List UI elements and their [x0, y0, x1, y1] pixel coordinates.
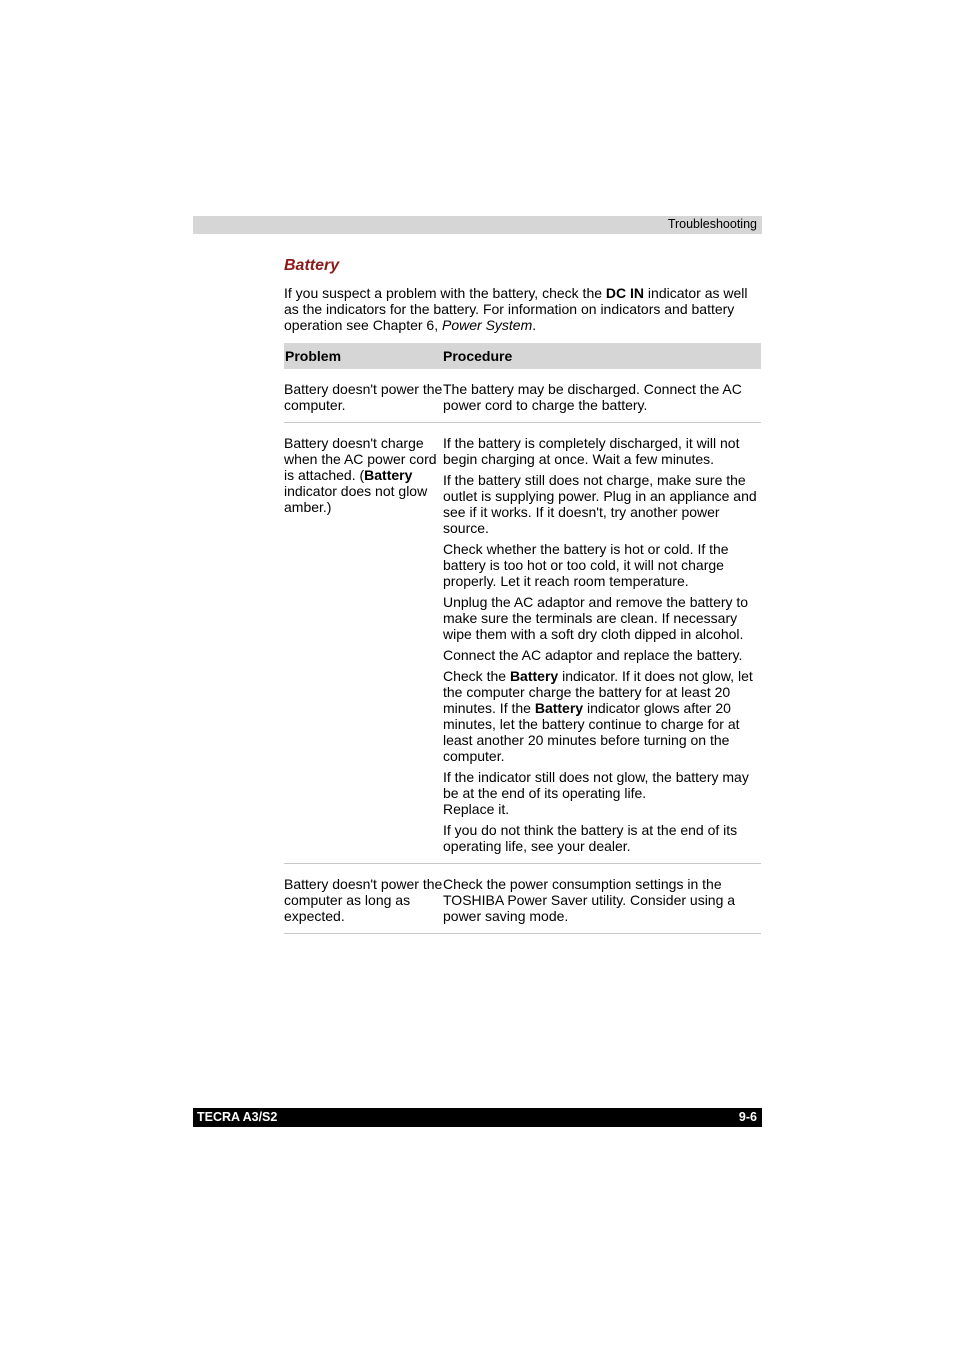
table-row — [284, 864, 761, 934]
problem-text: Battery doesn't power the computer as long as expected. — [284, 876, 443, 924]
procedure-step-8: If you do not think the battery is at the end of its operating life, see your dealer. — [443, 822, 738, 854]
procedure-step-2: If the battery still does not charge, make sure the outlet is supplying power. Plug in an appliance and see if it works. If it doesn't, try another power source. — [443, 472, 757, 536]
step-6-text-b: Battery — [509, 668, 559, 684]
procedure-step-3: Check whether the battery is hot or cold. If the battery is too hot or too cold, it will not charge properly. Let it reach room temperature. — [443, 541, 729, 589]
problem-cell — [284, 864, 443, 934]
procedure-cell — [443, 864, 761, 934]
intro-dc-in: DC IN — [605, 285, 645, 301]
column-header-procedure: Procedure — [443, 343, 761, 369]
intro-paragraph — [284, 285, 761, 333]
problem-text-b: Battery — [364, 467, 413, 483]
running-header — [193, 216, 762, 234]
problem-text — [284, 435, 443, 515]
problem-text-a: Battery doesn't charge when the AC power cord is attached. ( — [284, 435, 437, 483]
running-footer — [193, 1108, 762, 1127]
step-7-text-a: If the indicator still does not glow, the battery may be at the end of its operating life. — [443, 769, 749, 801]
step-6-text-a: Check the — [443, 668, 510, 684]
intro-text-3: . — [532, 317, 537, 333]
procedure-step-1: If the battery is completely discharged, it will not begin charging at once. Wait a few minutes. — [443, 435, 740, 467]
table-row — [284, 423, 761, 864]
problem-cell — [284, 369, 443, 423]
procedure-cell — [443, 423, 761, 864]
procedure-step-5: Connect the AC adaptor and replace the battery. — [443, 647, 743, 663]
problem-cell — [284, 423, 443, 864]
step-7-text-b: Replace it. — [443, 801, 510, 817]
table-row — [284, 369, 761, 423]
table-header-row — [284, 343, 761, 369]
page-content — [284, 256, 761, 934]
problem-text: Battery doesn't power the computer. — [284, 381, 443, 413]
header-section-name: Troubleshooting — [667, 217, 757, 231]
intro-text-2: indicator as well as the indicators for the battery. For information on indicators and battery operation see Chapter 6, — [284, 285, 748, 333]
troubleshooting-table — [284, 343, 761, 934]
footer-model: TECRA A3/S2 — [197, 1110, 278, 1124]
procedure-step-7 — [443, 769, 761, 817]
intro-text-1: If you suspect a problem with the battery, check the — [284, 285, 606, 301]
problem-text-c: indicator does not glow amber.) — [284, 483, 428, 515]
procedure-text: The battery may be discharged. Connect the AC power cord to charge the battery. — [443, 381, 742, 413]
column-header-problem: Problem — [284, 343, 443, 369]
procedure-cell — [443, 369, 761, 423]
step-6-text-d: Battery — [534, 700, 584, 716]
step-6-text-e: indicator glows after 20 minutes, let the battery continue to charge for at least another 20 minutes before turning on the computer. — [443, 700, 740, 764]
footer-page-number: 9-6 — [738, 1110, 757, 1124]
step-6-text-c: indicator. If it does not glow, let the computer charge the battery for at least 20 minutes. If the — [443, 668, 753, 716]
procedure-text: Check the power consumption settings in the TOSHIBA Power Saver utility. Consider using a power saving mode. — [443, 876, 736, 924]
procedure-step-4: Unplug the AC adaptor and remove the battery to make sure the terminals are clean. If necessary wipe them with a soft dry cloth dipped in alcohol. — [443, 594, 749, 642]
intro-chapter-ref: Power System — [442, 317, 533, 333]
procedure-step-6 — [443, 668, 761, 764]
section-title: Battery — [284, 257, 340, 274]
